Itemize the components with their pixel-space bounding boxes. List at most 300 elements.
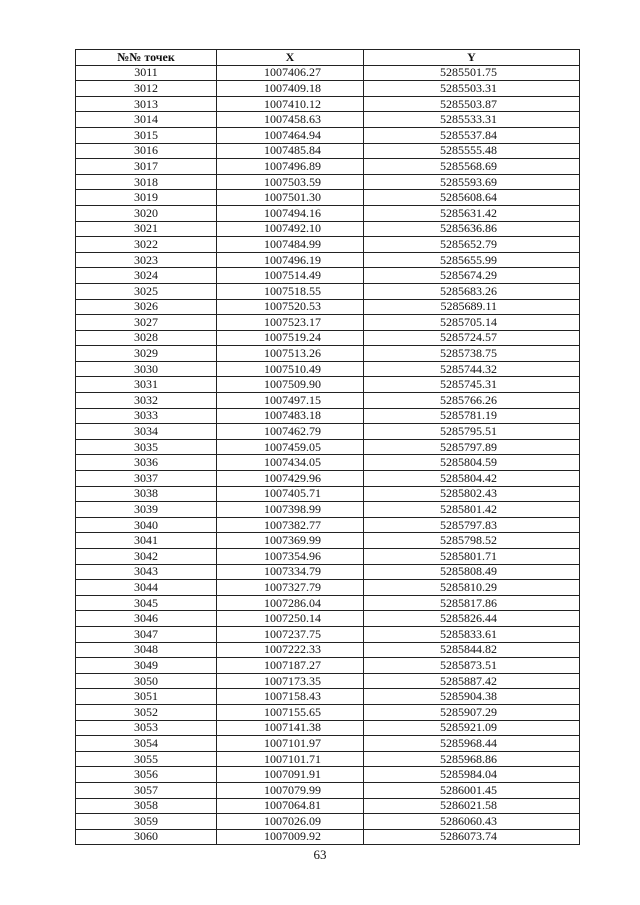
x-coordinate-value: 1007458.63 [264,112,321,127]
x-coordinate-value: 1007520.53 [264,299,321,314]
table-row [76,533,580,549]
point-number-cell: 3023 [76,252,217,268]
table-row [76,658,580,674]
x-coordinate-value: 1007091.91 [264,767,321,782]
point-number-cell: 3016 [76,143,217,159]
point-number-cell: 3029 [76,346,217,362]
point-number-cell: 3012 [76,81,217,97]
x-coordinate-value: 1007501.30 [264,190,321,205]
point-number-cell: 3047 [76,626,217,642]
y-coordinate-value: 5285705.14 [440,314,497,329]
y-coordinate-value: 5285745.31 [440,377,497,392]
y-coordinate-cell [364,127,580,143]
point-number-cell: 3040 [76,517,217,533]
table-row [76,439,580,455]
x-coordinate-cell [217,159,364,175]
table-row [76,486,580,502]
table-row [76,174,580,190]
table-row [76,549,580,565]
point-number-cell: 3033 [76,408,217,424]
table-row [76,299,580,315]
x-coordinate-cell [217,96,364,112]
x-coordinate-cell [217,315,364,331]
point-number-cell: 3054 [76,736,217,752]
table-row [76,455,580,471]
x-coordinate-cell [217,283,364,299]
table-row [76,424,580,440]
x-coordinate-value: 1007334.79 [264,564,321,579]
table-row [76,580,580,596]
x-coordinate-value: 1007513.26 [264,346,321,361]
table-row [76,96,580,112]
y-coordinate-value: 5285968.44 [440,735,497,750]
table-row [76,502,580,518]
x-coordinate-cell [217,642,364,658]
y-coordinate-cell [364,580,580,596]
table-row [76,471,580,487]
table-row [76,127,580,143]
x-coordinate-value: 1007286.04 [264,595,321,610]
x-coordinate-cell [217,237,364,253]
header-y: Y [364,50,580,66]
y-coordinate-cell [364,159,580,175]
point-number-cell: 3048 [76,642,217,658]
point-number-cell: 3014 [76,112,217,128]
x-coordinate-cell [217,112,364,128]
x-coordinate-value: 1007222.33 [264,642,321,657]
y-coordinate-cell [364,517,580,533]
x-coordinate-cell [217,408,364,424]
y-coordinate-value: 5285744.32 [440,361,497,376]
x-coordinate-value: 1007462.79 [264,424,321,439]
x-coordinate-cell [217,439,364,455]
y-coordinate-cell [364,782,580,798]
y-coordinate-value: 5285608.64 [440,190,497,205]
y-coordinate-value: 5285795.51 [440,424,497,439]
table-row [76,767,580,783]
point-number-cell: 3043 [76,564,217,580]
table-row [76,283,580,299]
y-coordinate-value: 5285887.42 [440,673,497,688]
header-x: X [217,50,364,66]
point-number-cell: 3056 [76,767,217,783]
table-row [76,221,580,237]
y-coordinate-value: 5285503.31 [440,80,497,95]
point-number-cell: 3032 [76,393,217,409]
table-row [76,268,580,284]
x-coordinate-cell [217,782,364,798]
point-number-cell: 3059 [76,814,217,830]
point-number-cell: 3025 [76,283,217,299]
x-coordinate-cell [217,174,364,190]
x-coordinate-cell [217,377,364,393]
point-number-cell: 3031 [76,377,217,393]
y-coordinate-value: 5285683.26 [440,283,497,298]
y-coordinate-value: 5285503.87 [440,96,497,111]
y-coordinate-value: 5285833.61 [440,626,497,641]
y-coordinate-value: 5285804.59 [440,455,497,470]
point-number-cell: 3026 [76,299,217,315]
y-coordinate-value: 5285804.42 [440,470,497,485]
y-coordinate-cell [364,533,580,549]
y-coordinate-cell [364,658,580,674]
table-row [76,736,580,752]
table-row [76,361,580,377]
y-coordinate-value: 5285810.29 [440,579,497,594]
y-coordinate-cell [364,736,580,752]
table-row [76,626,580,642]
table-row [76,159,580,175]
table-row [76,408,580,424]
y-coordinate-cell [364,221,580,237]
y-coordinate-cell [364,346,580,362]
x-coordinate-value: 1007141.38 [264,720,321,735]
x-coordinate-cell [217,486,364,502]
x-coordinate-value: 1007464.94 [264,127,321,142]
y-coordinate-cell [364,330,580,346]
table-row [76,81,580,97]
table-row [76,143,580,159]
table-row [76,673,580,689]
x-coordinate-value: 1007484.99 [264,236,321,251]
x-coordinate-cell [217,127,364,143]
x-coordinate-cell [217,393,364,409]
y-coordinate-value: 5285555.48 [440,143,497,158]
x-coordinate-cell [217,798,364,814]
y-coordinate-cell [364,174,580,190]
x-coordinate-value: 1007155.65 [264,704,321,719]
y-coordinate-cell [364,798,580,814]
x-coordinate-cell [217,361,364,377]
x-coordinate-value: 1007250.14 [264,611,321,626]
x-coordinate-value: 1007382.77 [264,517,321,532]
y-coordinate-cell [364,96,580,112]
y-coordinate-value: 5285766.26 [440,392,497,407]
point-number-cell: 3049 [76,658,217,674]
y-coordinate-value: 5285798.52 [440,533,497,548]
point-number-cell: 3037 [76,471,217,487]
y-coordinate-cell [364,190,580,206]
point-number-cell: 3052 [76,704,217,720]
x-coordinate-value: 1007496.19 [264,252,321,267]
table-row [76,237,580,253]
point-number-cell: 3058 [76,798,217,814]
table-row [76,330,580,346]
x-coordinate-value: 1007405.71 [264,486,321,501]
point-number-cell: 3041 [76,533,217,549]
table-row [76,393,580,409]
y-coordinate-value: 5285501.75 [440,65,497,80]
page-number: 63 [313,847,327,862]
point-number-cell: 3038 [76,486,217,502]
point-number-cell: 3030 [76,361,217,377]
y-coordinate-value: 5285781.19 [440,408,497,423]
point-number-cell: 3015 [76,127,217,143]
y-coordinate-cell [364,486,580,502]
y-coordinate-cell [364,439,580,455]
y-coordinate-value: 5285873.51 [440,657,497,672]
y-coordinate-cell [364,673,580,689]
y-coordinate-cell [364,283,580,299]
point-number-cell: 3034 [76,424,217,440]
x-coordinate-value: 1007503.59 [264,174,321,189]
x-coordinate-cell [217,767,364,783]
x-coordinate-cell [217,268,364,284]
y-coordinate-cell [364,549,580,565]
x-coordinate-cell [217,611,364,627]
x-coordinate-value: 1007409.18 [264,80,321,95]
y-coordinate-value: 5285801.42 [440,502,497,517]
table-row [76,704,580,720]
x-coordinate-cell [217,471,364,487]
table-row [76,517,580,533]
x-coordinate-value: 1007519.24 [264,330,321,345]
table-row [76,315,580,331]
x-coordinate-value: 1007354.96 [264,548,321,563]
y-coordinate-cell [364,689,580,705]
point-number-cell: 3055 [76,751,217,767]
x-coordinate-cell [217,736,364,752]
x-coordinate-cell [217,346,364,362]
table-row [76,205,580,221]
x-coordinate-cell [217,81,364,97]
point-number-cell: 3045 [76,595,217,611]
point-number-cell: 3028 [76,330,217,346]
x-coordinate-cell [217,814,364,830]
y-coordinate-value: 5285826.44 [440,611,497,626]
coordinates-table [75,49,580,845]
x-coordinate-cell [217,221,364,237]
y-coordinate-value: 5285984.04 [440,767,497,782]
x-coordinate-value: 1007026.09 [264,813,321,828]
y-coordinate-cell [364,393,580,409]
y-coordinate-value: 5285844.82 [440,642,497,657]
y-coordinate-cell [364,455,580,471]
x-coordinate-value: 1007237.75 [264,626,321,641]
x-coordinate-value: 1007369.99 [264,533,321,548]
point-number-cell: 3036 [76,455,217,471]
x-coordinate-cell [217,143,364,159]
table-row [76,689,580,705]
y-coordinate-cell [364,611,580,627]
table-row [76,65,580,81]
x-coordinate-cell [217,720,364,736]
y-coordinate-value: 5285674.29 [440,268,497,283]
y-coordinate-value: 5286060.43 [440,813,497,828]
y-coordinate-value: 5285568.69 [440,158,497,173]
x-coordinate-value: 1007079.99 [264,782,321,797]
x-coordinate-value: 1007410.12 [264,96,321,111]
point-number-cell: 3051 [76,689,217,705]
x-coordinate-value: 1007187.27 [264,657,321,672]
x-coordinate-cell [217,533,364,549]
y-coordinate-cell [364,564,580,580]
y-coordinate-cell [364,81,580,97]
table-row [76,346,580,362]
x-coordinate-cell [217,626,364,642]
y-coordinate-value: 5286001.45 [440,782,497,797]
point-number-cell: 3050 [76,673,217,689]
point-number-cell: 3046 [76,611,217,627]
y-coordinate-cell [364,65,580,81]
x-coordinate-cell [217,502,364,518]
x-coordinate-value: 1007173.35 [264,673,321,688]
x-coordinate-cell [217,65,364,81]
y-coordinate-cell [364,205,580,221]
point-number-cell: 3044 [76,580,217,596]
y-coordinate-value: 5285636.86 [440,221,497,236]
table-row [76,751,580,767]
y-coordinate-value: 5286021.58 [440,798,497,813]
x-coordinate-value: 1007510.49 [264,361,321,376]
point-number-cell: 3060 [76,829,217,845]
point-number-cell: 3013 [76,96,217,112]
y-coordinate-cell [364,502,580,518]
header-points: №№ точек [76,50,217,66]
y-coordinate-cell [364,424,580,440]
y-coordinate-value: 5285655.99 [440,252,497,267]
x-coordinate-value: 1007523.17 [264,314,321,329]
x-coordinate-cell [217,595,364,611]
y-coordinate-value: 5285817.86 [440,595,497,610]
y-coordinate-cell [364,315,580,331]
table-row [76,190,580,206]
x-coordinate-cell [217,455,364,471]
x-coordinate-cell [217,704,364,720]
y-coordinate-cell [364,408,580,424]
y-coordinate-value: 5285631.42 [440,205,497,220]
x-coordinate-cell [217,658,364,674]
y-coordinate-value: 5285801.71 [440,548,497,563]
x-coordinate-value: 1007064.81 [264,798,321,813]
table-body [76,65,580,845]
point-number-cell: 3019 [76,190,217,206]
y-coordinate-cell [364,642,580,658]
x-coordinate-cell [217,549,364,565]
table-row [76,611,580,627]
x-coordinate-value: 1007101.71 [264,751,321,766]
y-coordinate-cell [364,720,580,736]
y-coordinate-value: 5285652.79 [440,236,497,251]
point-number-cell: 3011 [76,65,217,81]
x-coordinate-cell [217,673,364,689]
table-row [76,829,580,845]
x-coordinate-value: 1007406.27 [264,65,321,80]
y-coordinate-cell [364,112,580,128]
x-coordinate-cell [217,564,364,580]
y-coordinate-cell [364,767,580,783]
x-coordinate-value: 1007514.49 [264,268,321,283]
x-coordinate-value: 1007496.89 [264,158,321,173]
point-number-cell: 3024 [76,268,217,284]
y-coordinate-value: 5285738.75 [440,346,497,361]
point-number-cell: 3053 [76,720,217,736]
x-coordinate-cell [217,580,364,596]
table-header-row [76,50,580,66]
x-coordinate-value: 1007483.18 [264,408,321,423]
point-number-cell: 3022 [76,237,217,253]
y-coordinate-cell [364,237,580,253]
x-coordinate-value: 1007434.05 [264,455,321,470]
x-coordinate-cell [217,190,364,206]
point-number-cell: 3018 [76,174,217,190]
x-coordinate-value: 1007518.55 [264,283,321,298]
y-coordinate-cell [364,704,580,720]
table-row [76,814,580,830]
table-row [76,782,580,798]
y-coordinate-value: 5285904.38 [440,689,497,704]
x-coordinate-value: 1007497.15 [264,392,321,407]
y-coordinate-value: 5285537.84 [440,127,497,142]
y-coordinate-value: 5285797.89 [440,439,497,454]
y-coordinate-cell [364,252,580,268]
x-coordinate-value: 1007492.10 [264,221,321,236]
point-number-cell: 3042 [76,549,217,565]
y-coordinate-cell [364,299,580,315]
table-row [76,595,580,611]
table-row [76,798,580,814]
y-coordinate-cell [364,471,580,487]
y-coordinate-cell [364,268,580,284]
point-number-cell: 3035 [76,439,217,455]
x-coordinate-value: 1007429.96 [264,470,321,485]
table-row [76,720,580,736]
point-number-cell: 3039 [76,502,217,518]
y-coordinate-value: 5285907.29 [440,704,497,719]
y-coordinate-cell [364,814,580,830]
table-row [76,112,580,128]
y-coordinate-value: 5285808.49 [440,564,497,579]
x-coordinate-cell [217,205,364,221]
point-number-cell: 3027 [76,315,217,331]
y-coordinate-value: 5285797.83 [440,517,497,532]
x-coordinate-cell [217,424,364,440]
y-coordinate-value: 5285968.86 [440,751,497,766]
y-coordinate-value: 5286073.74 [440,829,497,844]
x-coordinate-value: 1007327.79 [264,579,321,594]
y-coordinate-value: 5285689.11 [440,299,497,314]
y-coordinate-cell [364,377,580,393]
y-coordinate-value: 5285724.57 [440,330,497,345]
y-coordinate-cell [364,595,580,611]
x-coordinate-cell [217,330,364,346]
x-coordinate-cell [217,829,364,845]
point-number-cell: 3020 [76,205,217,221]
y-coordinate-value: 5285802.43 [440,486,497,501]
point-number-cell: 3017 [76,159,217,175]
table-row [76,564,580,580]
y-coordinate-cell [364,143,580,159]
y-coordinate-cell [364,626,580,642]
x-coordinate-cell [217,299,364,315]
x-coordinate-value: 1007485.84 [264,143,321,158]
x-coordinate-cell [217,751,364,767]
point-number-cell: 3057 [76,782,217,798]
x-coordinate-cell [217,252,364,268]
y-coordinate-cell [364,751,580,767]
y-coordinate-cell [364,361,580,377]
x-coordinate-value: 1007494.16 [264,205,321,220]
point-number-cell: 3021 [76,221,217,237]
table-row [76,252,580,268]
y-coordinate-value: 5285921.09 [440,720,497,735]
y-coordinate-value: 5285533.31 [440,112,497,127]
x-coordinate-value: 1007009.92 [264,829,321,844]
x-coordinate-value: 1007509.90 [264,377,321,392]
x-coordinate-cell [217,517,364,533]
table-row [76,642,580,658]
x-coordinate-value: 1007459.05 [264,439,321,454]
